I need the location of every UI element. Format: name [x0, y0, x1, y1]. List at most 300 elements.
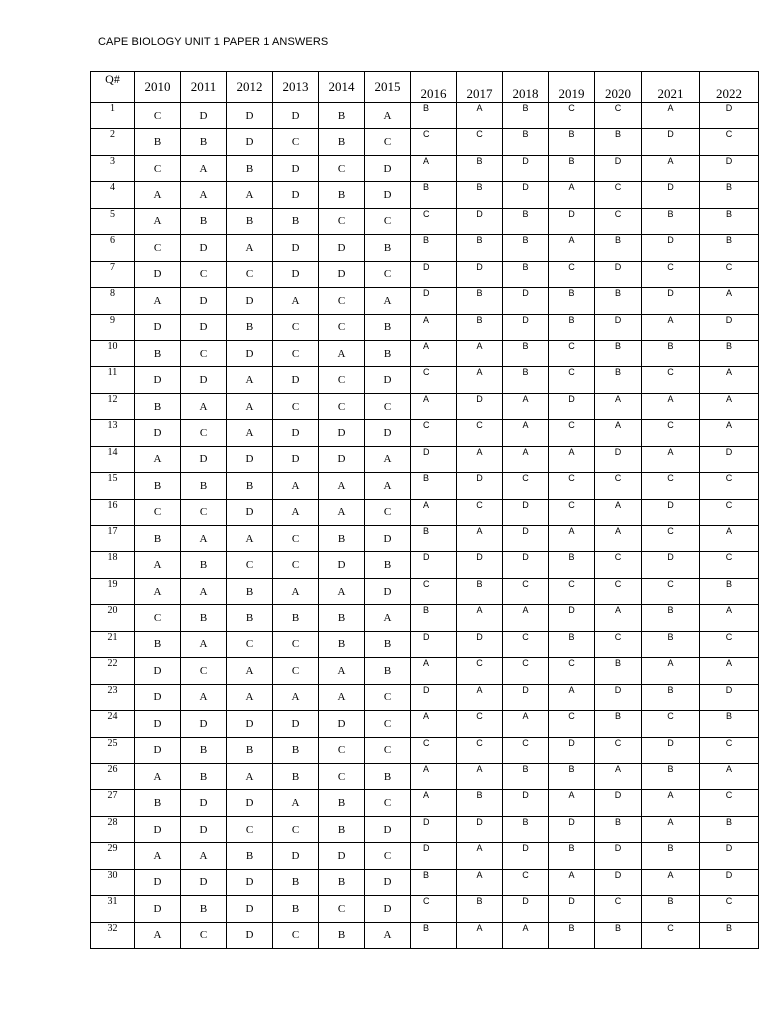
answer-cell: D [642, 737, 700, 763]
table-row [91, 446, 759, 472]
answer-cell: A [181, 578, 227, 604]
answer-cell: D [503, 790, 549, 816]
answer-cell: D [457, 261, 503, 287]
answer-cell: B [365, 763, 411, 789]
answer-cell: C [365, 129, 411, 155]
answer-cell: D [549, 816, 595, 842]
answer-cell: B [457, 790, 503, 816]
answer-cell: D [319, 552, 365, 578]
answer-cell: B [503, 129, 549, 155]
question-number: 5 [91, 208, 135, 234]
answer-cell: C [503, 631, 549, 657]
answer-cell: A [319, 684, 365, 710]
answer-cell: B [700, 816, 759, 842]
answer-cell: D [503, 155, 549, 181]
answer-cell: C [273, 340, 319, 366]
answer-cell: B [457, 896, 503, 922]
answer-cell: C [319, 367, 365, 393]
answer-cell: B [135, 129, 181, 155]
answer-cell: C [411, 737, 457, 763]
answer-cell: C [319, 737, 365, 763]
answer-cell: B [549, 922, 595, 948]
answer-cell: A [503, 420, 549, 446]
answer-cell: D [181, 367, 227, 393]
year-header-2021: 2021 [642, 72, 700, 103]
answer-cell: D [135, 658, 181, 684]
answer-cell: A [700, 605, 759, 631]
answer-cell: D [503, 314, 549, 340]
answer-cell: D [549, 605, 595, 631]
answer-cell: C [503, 578, 549, 604]
question-number: 4 [91, 182, 135, 208]
answer-cell: B [181, 208, 227, 234]
question-number: 13 [91, 420, 135, 446]
answer-cell: C [181, 922, 227, 948]
answer-cell: D [135, 896, 181, 922]
table-row [91, 420, 759, 446]
answer-cell: C [642, 473, 700, 499]
answer-cell: B [549, 552, 595, 578]
table-body [91, 103, 759, 949]
answer-cell: A [227, 684, 273, 710]
answer-cell: A [319, 473, 365, 499]
answer-cell: B [503, 340, 549, 366]
answer-cell: D [319, 711, 365, 737]
table-row [91, 473, 759, 499]
answer-cell: D [503, 896, 549, 922]
answer-cell: C [365, 393, 411, 419]
answer-cell: B [642, 843, 700, 869]
answer-cell: A [642, 816, 700, 842]
answer-cell: D [181, 711, 227, 737]
answer-cell: B [549, 129, 595, 155]
answer-cell: C [549, 420, 595, 446]
answer-cell: B [181, 763, 227, 789]
question-number: 24 [91, 711, 135, 737]
question-number: 16 [91, 499, 135, 525]
answer-cell: B [503, 763, 549, 789]
answer-cell: A [181, 684, 227, 710]
answer-cell: B [135, 790, 181, 816]
answer-cell: D [227, 499, 273, 525]
answer-cell: A [457, 605, 503, 631]
answer-cell: D [457, 816, 503, 842]
answer-cell: B [319, 816, 365, 842]
answer-cell: C [700, 631, 759, 657]
answer-cell: C [227, 261, 273, 287]
table-row [91, 261, 759, 287]
year-header-2014: 2014 [319, 72, 365, 103]
table-row [91, 552, 759, 578]
answer-cell: C [700, 790, 759, 816]
table-row [91, 103, 759, 129]
table-row [91, 578, 759, 604]
answer-cell: D [319, 420, 365, 446]
answer-cell: D [411, 631, 457, 657]
answer-cell: A [135, 208, 181, 234]
answer-cell: C [595, 737, 642, 763]
answer-cell: B [135, 473, 181, 499]
answer-cell: D [457, 473, 503, 499]
answer-cell: C [411, 578, 457, 604]
question-number: 25 [91, 737, 135, 763]
question-number: 10 [91, 340, 135, 366]
answer-cell: C [181, 420, 227, 446]
answer-cell: A [595, 763, 642, 789]
answer-table [90, 71, 759, 949]
answer-cell: A [319, 340, 365, 366]
answer-cell: C [549, 261, 595, 287]
answer-cell: B [135, 526, 181, 552]
answer-cell: D [227, 922, 273, 948]
answer-cell: A [135, 578, 181, 604]
answer-cell: B [411, 605, 457, 631]
answer-cell: A [135, 843, 181, 869]
answer-cell: B [700, 235, 759, 261]
answer-cell: C [365, 684, 411, 710]
answer-cell: D [227, 790, 273, 816]
table-row [91, 816, 759, 842]
answer-cell: B [227, 155, 273, 181]
answer-cell: D [642, 129, 700, 155]
answer-cell: A [273, 473, 319, 499]
answer-cell: B [319, 869, 365, 895]
answer-cell: C [273, 393, 319, 419]
answer-cell: B [503, 816, 549, 842]
answer-cell: D [273, 843, 319, 869]
answer-cell: C [457, 420, 503, 446]
answer-cell: C [642, 526, 700, 552]
answer-cell: B [181, 473, 227, 499]
answer-cell: D [227, 896, 273, 922]
answer-cell: D [273, 420, 319, 446]
answer-cell: D [181, 288, 227, 314]
answer-cell: D [503, 182, 549, 208]
answer-cell: B [227, 605, 273, 631]
answer-cell: A [227, 182, 273, 208]
answer-cell: B [595, 922, 642, 948]
answer-cell: C [642, 367, 700, 393]
answer-cell: D [273, 711, 319, 737]
answer-cell: B [642, 763, 700, 789]
answer-cell: B [319, 605, 365, 631]
answer-cell: C [700, 896, 759, 922]
answer-cell: B [365, 314, 411, 340]
answer-cell: A [700, 658, 759, 684]
answer-cell: B [411, 526, 457, 552]
answer-cell: C [503, 869, 549, 895]
answer-cell: C [135, 155, 181, 181]
answer-cell: A [503, 711, 549, 737]
answer-cell: D [365, 420, 411, 446]
answer-cell: A [227, 526, 273, 552]
answer-cell: D [135, 869, 181, 895]
answer-cell: C [700, 261, 759, 287]
answer-cell: C [181, 658, 227, 684]
table-row [91, 367, 759, 393]
answer-cell: B [365, 340, 411, 366]
answer-cell: C [319, 288, 365, 314]
answer-cell: D [365, 816, 411, 842]
answer-cell: B [227, 314, 273, 340]
answer-cell: C [365, 737, 411, 763]
answer-cell: B [457, 235, 503, 261]
answer-cell: C [457, 499, 503, 525]
answer-cell: D [457, 552, 503, 578]
answer-cell: D [595, 446, 642, 472]
answer-cell: A [642, 790, 700, 816]
answer-cell: B [700, 182, 759, 208]
answer-cell: D [227, 869, 273, 895]
answer-cell: B [411, 473, 457, 499]
answer-cell: A [227, 658, 273, 684]
answer-cell: B [549, 763, 595, 789]
answer-cell: A [549, 869, 595, 895]
question-number: 12 [91, 393, 135, 419]
answer-cell: A [319, 499, 365, 525]
answer-cell: D [503, 552, 549, 578]
answer-cell: B [411, 182, 457, 208]
answer-cell: B [135, 631, 181, 657]
answer-cell: C [135, 499, 181, 525]
answer-cell: A [549, 446, 595, 472]
answer-cell: C [273, 314, 319, 340]
answer-cell: C [181, 499, 227, 525]
answer-cell: B [273, 763, 319, 789]
question-number: 31 [91, 896, 135, 922]
question-number: 8 [91, 288, 135, 314]
answer-cell: A [411, 393, 457, 419]
answer-cell: B [365, 235, 411, 261]
table-row [91, 922, 759, 948]
answer-cell: D [227, 340, 273, 366]
question-number: 23 [91, 684, 135, 710]
answer-cell: B [227, 473, 273, 499]
table-row [91, 182, 759, 208]
answer-cell: A [135, 763, 181, 789]
year-header-2017: 2017 [457, 72, 503, 103]
answer-cell: D [700, 103, 759, 129]
answer-cell: D [411, 552, 457, 578]
answer-cell: C [595, 473, 642, 499]
answer-cell: D [642, 288, 700, 314]
answer-cell: A [457, 103, 503, 129]
question-number: 19 [91, 578, 135, 604]
answer-cell: C [457, 658, 503, 684]
question-number: 26 [91, 763, 135, 789]
answer-cell: A [273, 790, 319, 816]
question-number: 2 [91, 129, 135, 155]
answer-cell: D [595, 790, 642, 816]
answer-cell: D [595, 869, 642, 895]
answer-cell: D [135, 711, 181, 737]
answer-cell: D [411, 684, 457, 710]
answer-cell: B [181, 605, 227, 631]
answer-cell: A [700, 526, 759, 552]
question-number-header: Q# [91, 72, 135, 103]
answer-cell: C [181, 340, 227, 366]
year-header-2012: 2012 [227, 72, 273, 103]
answer-cell: A [411, 340, 457, 366]
answer-cell: B [411, 869, 457, 895]
answer-cell: D [181, 869, 227, 895]
answer-cell: A [227, 235, 273, 261]
answer-cell: A [135, 552, 181, 578]
answer-cell: D [365, 526, 411, 552]
answer-cell: B [595, 235, 642, 261]
answer-cell: C [700, 473, 759, 499]
answer-cell: B [595, 711, 642, 737]
answer-cell: A [457, 869, 503, 895]
answer-cell: C [135, 235, 181, 261]
question-number: 29 [91, 843, 135, 869]
answer-cell: C [319, 155, 365, 181]
answer-cell: B [411, 922, 457, 948]
answer-cell: C [319, 763, 365, 789]
answer-cell: B [549, 288, 595, 314]
answer-cell: D [181, 235, 227, 261]
answer-cell: A [273, 684, 319, 710]
answer-cell: C [273, 552, 319, 578]
answer-cell: D [642, 235, 700, 261]
answer-cell: C [595, 578, 642, 604]
answer-cell: D [227, 711, 273, 737]
answer-cell: A [181, 526, 227, 552]
answer-cell: B [503, 367, 549, 393]
answer-cell: A [503, 393, 549, 419]
answer-cell: B [642, 684, 700, 710]
table-row [91, 393, 759, 419]
answer-cell: A [411, 658, 457, 684]
answer-cell: C [135, 605, 181, 631]
answer-cell: D [503, 526, 549, 552]
answer-cell: C [595, 896, 642, 922]
table-row [91, 129, 759, 155]
table-row [91, 314, 759, 340]
answer-cell: A [503, 605, 549, 631]
table-row [91, 896, 759, 922]
answer-cell: C [365, 711, 411, 737]
answer-cell: D [595, 261, 642, 287]
answer-cell: C [273, 631, 319, 657]
answer-cell: D [595, 155, 642, 181]
table-row [91, 208, 759, 234]
answer-cell: B [319, 129, 365, 155]
answer-cell: C [642, 420, 700, 446]
answer-cell: A [365, 446, 411, 472]
answer-cell: C [273, 658, 319, 684]
question-number: 32 [91, 922, 135, 948]
answer-cell: A [595, 499, 642, 525]
year-header-2019: 2019 [549, 72, 595, 103]
year-header-2011: 2011 [181, 72, 227, 103]
table-row [91, 737, 759, 763]
answer-cell: A [642, 103, 700, 129]
answer-cell: D [411, 816, 457, 842]
answer-cell: B [595, 340, 642, 366]
table-row [91, 235, 759, 261]
answer-cell: D [365, 367, 411, 393]
answer-cell: D [227, 288, 273, 314]
answer-cell: C [319, 208, 365, 234]
answer-cell: D [642, 182, 700, 208]
answer-cell: C [365, 790, 411, 816]
question-number: 14 [91, 446, 135, 472]
answer-cell: B [503, 235, 549, 261]
table-row [91, 763, 759, 789]
answer-cell: C [273, 129, 319, 155]
answer-cell: D [319, 446, 365, 472]
answer-cell: A [457, 340, 503, 366]
answer-cell: C [273, 816, 319, 842]
table-row [91, 288, 759, 314]
answer-cell: D [319, 843, 365, 869]
answer-cell: A [273, 288, 319, 314]
answer-cell: A [549, 684, 595, 710]
answer-cell: B [135, 340, 181, 366]
answer-cell: A [700, 763, 759, 789]
answer-cell: D [227, 446, 273, 472]
answer-cell: D [319, 261, 365, 287]
answer-cell: C [365, 208, 411, 234]
answer-cell: C [411, 367, 457, 393]
answer-cell: D [135, 314, 181, 340]
table-row [91, 684, 759, 710]
answer-cell: D [135, 367, 181, 393]
answer-cell: B [595, 658, 642, 684]
answer-cell: C [642, 711, 700, 737]
answer-cell: B [457, 182, 503, 208]
answer-cell: B [642, 605, 700, 631]
answer-cell: A [700, 393, 759, 419]
answer-cell: A [457, 763, 503, 789]
answer-cell: C [700, 499, 759, 525]
answer-cell: B [595, 288, 642, 314]
answer-cell: C [181, 261, 227, 287]
answer-cell: B [457, 578, 503, 604]
answer-cell: A [411, 711, 457, 737]
answer-cell: A [181, 843, 227, 869]
answer-cell: C [549, 340, 595, 366]
table-row [91, 499, 759, 525]
answer-cell: B [642, 631, 700, 657]
answer-cell: C [549, 578, 595, 604]
answer-cell: A [642, 155, 700, 181]
answer-cell: C [595, 631, 642, 657]
answer-cell: B [595, 816, 642, 842]
answer-cell: D [549, 208, 595, 234]
answer-cell: A [457, 922, 503, 948]
answer-cell: B [273, 896, 319, 922]
answer-cell: D [365, 155, 411, 181]
question-number: 18 [91, 552, 135, 578]
answer-cell: A [642, 869, 700, 895]
answer-cell: A [411, 155, 457, 181]
answer-cell: B [227, 578, 273, 604]
table-row [91, 711, 759, 737]
question-number: 9 [91, 314, 135, 340]
answer-cell: D [549, 896, 595, 922]
answer-cell: A [365, 922, 411, 948]
answer-cell: D [135, 737, 181, 763]
answer-cell: A [365, 288, 411, 314]
table-row [91, 155, 759, 181]
answer-cell: D [700, 843, 759, 869]
answer-cell: C [319, 393, 365, 419]
answer-cell: C [411, 420, 457, 446]
table-row [91, 340, 759, 366]
answer-cell: C [700, 737, 759, 763]
